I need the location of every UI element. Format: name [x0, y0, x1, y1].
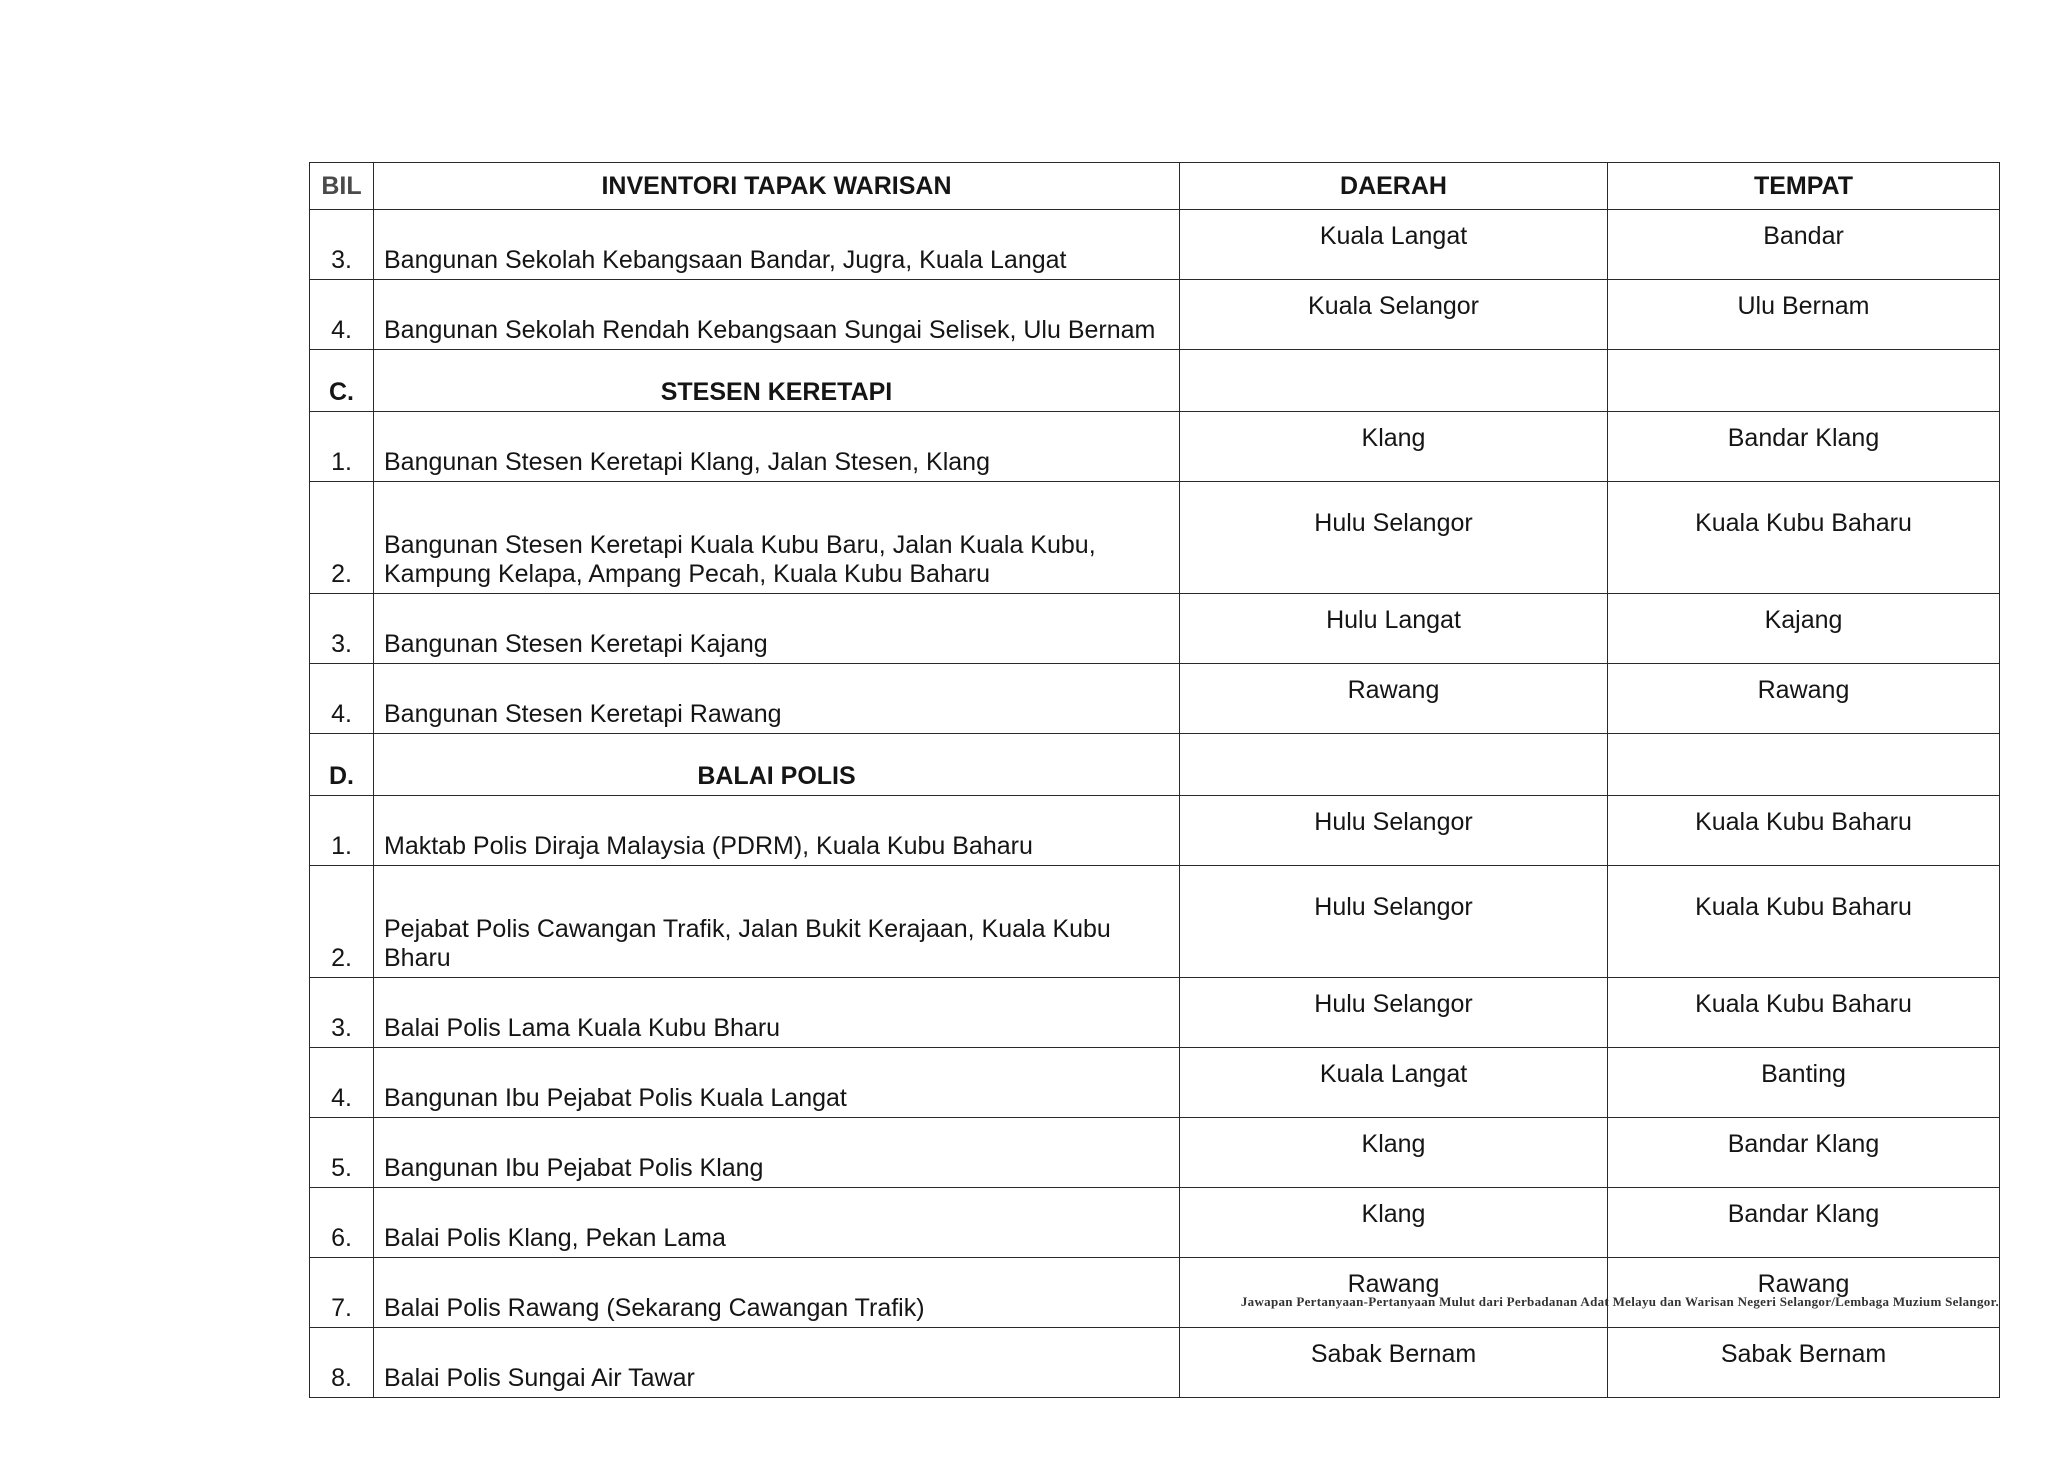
- place-cell: Bandar: [1608, 210, 2000, 280]
- table-row: [310, 1258, 2000, 1328]
- row-number: 4.: [310, 280, 374, 350]
- row-number: 5.: [310, 1118, 374, 1188]
- site-name: Balai Polis Sungai Air Tawar: [374, 1328, 1180, 1398]
- row-number: 1.: [310, 796, 374, 866]
- table-row: [310, 280, 2000, 350]
- place-cell: Sabak Bernam: [1608, 1328, 2000, 1398]
- table-row: [310, 482, 2000, 594]
- header-tempat: TEMPAT: [1608, 163, 2000, 210]
- district-cell: Klang: [1180, 412, 1608, 482]
- place-cell: Rawang: [1608, 1258, 2000, 1328]
- district-cell: Hulu Selangor: [1180, 482, 1608, 594]
- empty-cell: [1608, 734, 2000, 796]
- place-cell: Ulu Bernam: [1608, 280, 2000, 350]
- district-cell: Kuala Selangor: [1180, 280, 1608, 350]
- site-name: Balai Polis Lama Kuala Kubu Bharu: [374, 978, 1180, 1048]
- place-cell: Banting: [1608, 1048, 2000, 1118]
- table-row: [310, 210, 2000, 280]
- place-cell: Bandar Klang: [1608, 412, 2000, 482]
- heritage-inventory-table: [309, 162, 2000, 1398]
- district-cell: Kuala Langat: [1180, 1048, 1608, 1118]
- site-name: Balai Polis Klang, Pekan Lama: [374, 1188, 1180, 1258]
- district-cell: Klang: [1180, 1118, 1608, 1188]
- site-name: Bangunan Ibu Pejabat Polis Klang: [374, 1118, 1180, 1188]
- district-cell: Hulu Selangor: [1180, 796, 1608, 866]
- row-number: 1.: [310, 412, 374, 482]
- table-header-row: [310, 163, 2000, 210]
- table-row: [310, 1118, 2000, 1188]
- row-number: 3.: [310, 978, 374, 1048]
- table-row: [310, 866, 2000, 978]
- header-daerah: DAERAH: [1180, 163, 1608, 210]
- table-row: [310, 412, 2000, 482]
- table-row: [310, 1328, 2000, 1398]
- place-cell: Bandar Klang: [1608, 1188, 2000, 1258]
- site-name: Pejabat Polis Cawangan Trafik, Jalan Bukit Kerajaan, Kuala Kubu Bharu: [374, 866, 1180, 978]
- row-number: 8.: [310, 1328, 374, 1398]
- row-number: 6.: [310, 1188, 374, 1258]
- site-name: Maktab Polis Diraja Malaysia (PDRM), Kuala Kubu Baharu: [374, 796, 1180, 866]
- district-cell: Kuala Langat: [1180, 210, 1608, 280]
- table-row: [310, 664, 2000, 734]
- site-name: Bangunan Ibu Pejabat Polis Kuala Langat: [374, 1048, 1180, 1118]
- district-cell: Hulu Langat: [1180, 594, 1608, 664]
- site-name: Bangunan Sekolah Kebangsaan Bandar, Jugra, Kuala Langat: [374, 210, 1180, 280]
- table-row: [310, 1048, 2000, 1118]
- place-cell: Kuala Kubu Baharu: [1608, 482, 2000, 594]
- table-row: [310, 594, 2000, 664]
- section-row: [310, 350, 2000, 412]
- section-title: STESEN KERETAPI: [374, 350, 1180, 412]
- district-cell: Klang: [1180, 1188, 1608, 1258]
- section-row: [310, 734, 2000, 796]
- district-cell: Sabak Bernam: [1180, 1328, 1608, 1398]
- row-number: 2.: [310, 482, 374, 594]
- site-name: Bangunan Stesen Keretapi Kajang: [374, 594, 1180, 664]
- district-cell: Rawang: [1180, 1258, 1608, 1328]
- section-title: BALAI POLIS: [374, 734, 1180, 796]
- row-number: 3.: [310, 594, 374, 664]
- section-letter: C.: [310, 350, 374, 412]
- header-bil: BIL: [310, 163, 374, 210]
- place-cell: Kajang: [1608, 594, 2000, 664]
- table-body: [310, 210, 2000, 1398]
- place-cell: Rawang: [1608, 664, 2000, 734]
- footer-note: Jawapan Pertanyaan-Pertanyaan Mulut dari Perbadanan Adat Melayu dan Warisan Negeri Selangor/Lembaga Muzium Selangor.: [1240, 1294, 1999, 1309]
- empty-cell: [1180, 350, 1608, 412]
- table-row: [310, 1188, 2000, 1258]
- place-cell: Kuala Kubu Baharu: [1608, 978, 2000, 1048]
- place-cell: Kuala Kubu Baharu: [1608, 866, 2000, 978]
- row-number: 4.: [310, 1048, 374, 1118]
- table-row: [310, 796, 2000, 866]
- header-inventori: INVENTORI TAPAK WARISAN: [374, 163, 1180, 210]
- place-cell: Bandar Klang: [1608, 1118, 2000, 1188]
- row-number: 2.: [310, 866, 374, 978]
- site-name: Bangunan Sekolah Rendah Kebangsaan Sungai Selisek, Ulu Bernam: [374, 280, 1180, 350]
- empty-cell: [1180, 734, 1608, 796]
- row-number: 4.: [310, 664, 374, 734]
- row-number: 3.: [310, 210, 374, 280]
- site-name: Balai Polis Rawang (Sekarang Cawangan Trafik): [374, 1258, 1180, 1328]
- site-name: Bangunan Stesen Keretapi Kuala Kubu Baru, Jalan Kuala Kubu, Kampung Kelapa, Ampang Pecah, Kuala Kubu Baharu: [374, 482, 1180, 594]
- site-name: Bangunan Stesen Keretapi Klang, Jalan Stesen, Klang: [374, 412, 1180, 482]
- empty-cell: [1608, 350, 2000, 412]
- row-number: 7.: [310, 1258, 374, 1328]
- section-letter: D.: [310, 734, 374, 796]
- district-cell: Hulu Selangor: [1180, 978, 1608, 1048]
- table-row: [310, 978, 2000, 1048]
- district-cell: Hulu Selangor: [1180, 866, 1608, 978]
- place-cell: Kuala Kubu Baharu: [1608, 796, 2000, 866]
- site-name: Bangunan Stesen Keretapi Rawang: [374, 664, 1180, 734]
- district-cell: Rawang: [1180, 664, 1608, 734]
